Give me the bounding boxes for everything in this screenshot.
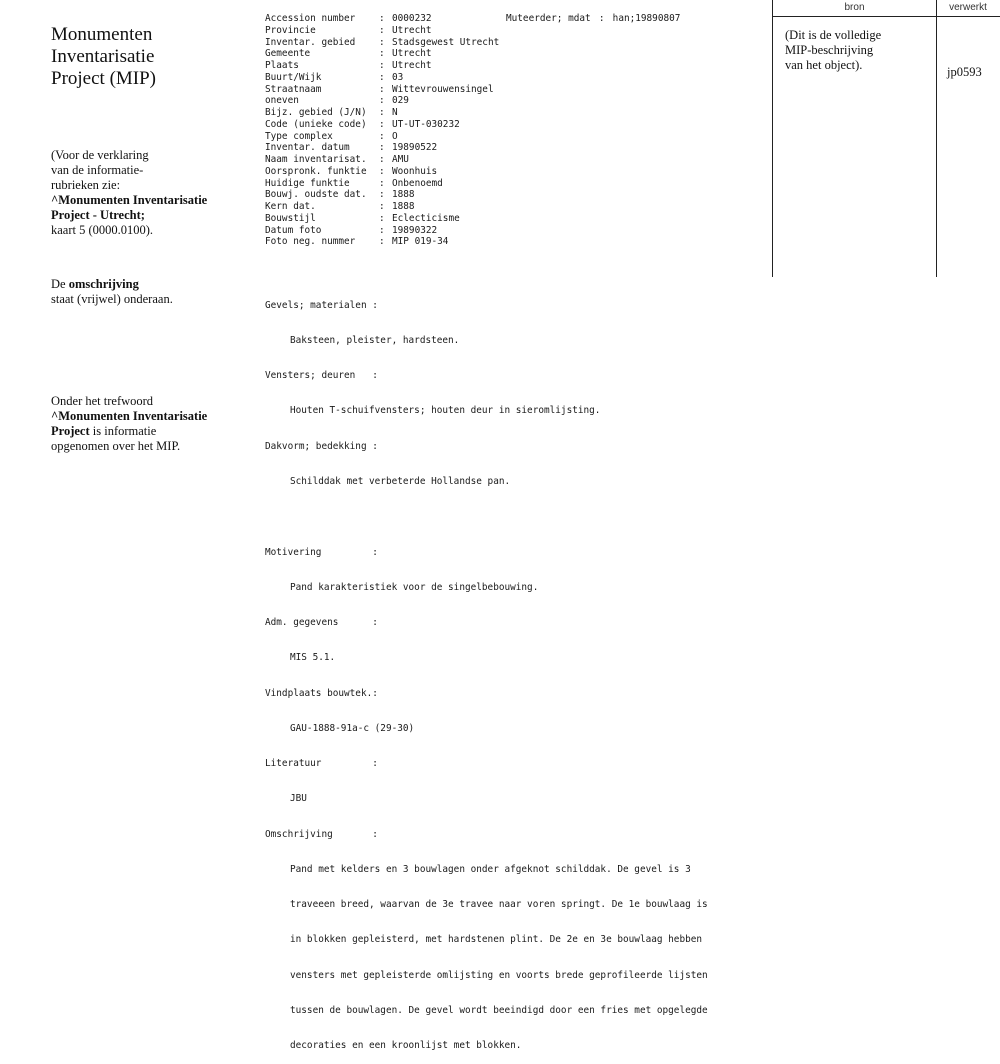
field-separator: : xyxy=(379,48,385,60)
field-value: 1888 xyxy=(392,201,415,212)
note-line: opgenomen over het MIP. xyxy=(51,439,181,453)
field-value: Utrecht xyxy=(392,60,432,71)
field-separator: : xyxy=(379,118,385,130)
field-separator: : xyxy=(379,236,385,248)
keyword-note xyxy=(51,394,207,454)
field-separator: : xyxy=(379,36,385,48)
field-label: Naam inventarisat. xyxy=(265,154,367,165)
field-separator: : xyxy=(379,224,385,236)
section-label: Literatuur : xyxy=(265,758,378,769)
description-line: decoraties en een kroonlijst met blokken. xyxy=(290,1040,522,1051)
record-fields xyxy=(265,13,499,248)
section-label: Motivering : xyxy=(265,546,378,558)
field-value: Woonhuis xyxy=(392,165,438,177)
field-separator: : xyxy=(379,154,385,165)
record-field-row xyxy=(265,131,499,143)
column-divider xyxy=(936,0,937,277)
field-value: han;19890807 xyxy=(612,13,681,24)
section-label: Vensters; deuren : xyxy=(265,370,378,381)
field-label: Muteerder; mdat xyxy=(506,13,591,24)
section-label: Vindplaats bouwtek.: xyxy=(265,687,378,699)
field-separator: : xyxy=(379,95,385,107)
record-sections xyxy=(265,276,708,1064)
record-field-row xyxy=(265,178,499,190)
record-field-row xyxy=(265,189,499,201)
muteerder-field xyxy=(506,13,680,25)
description-line: Pand met kelders en 3 bouwlagen onder afgeknot schilddak. De gevel is 3 xyxy=(290,863,691,875)
record-field-row xyxy=(265,13,499,25)
field-separator: : xyxy=(379,60,385,71)
section-value: JBU xyxy=(290,793,307,805)
record-field-row xyxy=(265,142,499,154)
description-line: traveeen breed, waarvan de 3e travee naar voren springt. De 1e bouwlaag is xyxy=(290,899,708,910)
field-value: 1888 xyxy=(392,189,415,201)
field-value: Onbenoemd xyxy=(392,177,443,189)
reference-keyword: Project - Utrecht; xyxy=(51,208,145,222)
field-value: Stadsgewest Utrecht xyxy=(392,36,500,48)
section-label: Dakvorm; bedekking : xyxy=(265,440,378,452)
description-line: tussen de bouwlagen. De gevel wordt beeindigd door een fries met opgelegde xyxy=(290,1004,708,1016)
field-separator: : xyxy=(379,165,385,177)
processed-code: jp0593 xyxy=(947,65,982,79)
field-value: 0000232 xyxy=(392,13,432,24)
title-line: Project (MIP) xyxy=(51,68,157,89)
field-label: Bouwstijl xyxy=(265,212,316,224)
record-field-row xyxy=(265,213,499,225)
field-label: oneven xyxy=(265,95,299,107)
source-text xyxy=(785,28,935,73)
field-separator: : xyxy=(379,212,385,224)
field-label: Straatnaam xyxy=(265,83,322,95)
source-line: (Dit is de volledige xyxy=(785,28,882,42)
field-separator: : xyxy=(379,71,385,83)
field-label: Plaats xyxy=(265,60,299,71)
header-bron: bron xyxy=(844,2,865,13)
reference-keyword: ^Monumenten Inventarisatie xyxy=(51,193,208,207)
field-label: Bouwj. oudste dat. xyxy=(265,189,367,201)
field-label: Datum foto xyxy=(265,224,322,236)
field-value: 03 xyxy=(392,71,404,83)
field-label: Code (unieke code) xyxy=(265,118,367,130)
note-line: van de informatie- xyxy=(51,163,144,177)
field-label: Oorspronk. funktie xyxy=(265,165,367,177)
field-value: Utrecht xyxy=(392,24,432,36)
field-label: Buurt/Wijk xyxy=(265,71,322,83)
field-label: Bijz. gebied (J/N) xyxy=(265,107,367,118)
source-column xyxy=(772,0,1000,277)
field-label: Inventar. gebied xyxy=(265,36,356,48)
field-label: Gemeente xyxy=(265,48,311,60)
source-line: MIP-beschrijving xyxy=(785,43,874,57)
record-field-row xyxy=(265,166,499,178)
section-value: Baksteen, pleister, hardsteen. xyxy=(290,334,460,346)
field-label: Huidige funktie xyxy=(265,177,350,189)
note-line: kaart 5 (0000.0100). xyxy=(51,223,154,237)
page-title xyxy=(51,24,241,90)
field-separator: : xyxy=(379,142,385,154)
section-value: Houten T-schuifvensters; houten deur in sieromlijsting. xyxy=(290,405,601,417)
field-label: Accession number xyxy=(265,13,356,24)
field-value: Wittevrouwensingel xyxy=(392,83,494,95)
reference-keyword: Project xyxy=(51,424,90,438)
field-label: Inventar. datum xyxy=(265,142,350,154)
field-separator: : xyxy=(379,177,385,189)
note-line: (Voor de verklaring xyxy=(51,148,149,162)
left-column xyxy=(51,24,241,453)
note-line: staat (vrijwel) onderaan. xyxy=(51,292,173,306)
record-field-row xyxy=(265,107,499,119)
field-value: 19890322 xyxy=(392,224,438,236)
title-line: Inventarisatie xyxy=(51,46,155,67)
field-label: Type complex xyxy=(265,130,333,142)
note-bold: omschrijving xyxy=(68,277,139,291)
header-verwerkt: verwerkt xyxy=(949,2,987,13)
field-separator: : xyxy=(379,107,385,118)
section-value: Schilddak met verbeterde Hollandse pan. xyxy=(290,475,511,487)
note-line: Onder het trefwoord xyxy=(51,394,154,408)
field-label: Provincie xyxy=(265,24,316,36)
record-field-row xyxy=(265,84,499,96)
field-label: Foto neg. nummer xyxy=(265,236,356,248)
section-value: Pand karakteristiek voor de singelbebouwing. xyxy=(290,581,539,593)
record-field-row xyxy=(265,154,499,166)
field-value: 029 xyxy=(392,95,409,107)
field-separator: : xyxy=(379,83,385,95)
field-value: Utrecht xyxy=(392,48,432,60)
record-field-row xyxy=(265,25,499,37)
record-field-row xyxy=(265,225,499,237)
note-text: is informatie xyxy=(89,424,157,438)
field-separator: : xyxy=(379,201,385,212)
field-separator: : xyxy=(379,24,385,36)
explanation-note xyxy=(51,148,207,238)
description-line: vensters met gepleisterde omlijsting en voorts brede geprofileerde lijsten xyxy=(290,969,708,981)
record-field-row xyxy=(265,60,499,72)
record-field-row xyxy=(265,48,499,60)
record-field-row xyxy=(265,201,499,213)
record-field-row xyxy=(265,119,499,131)
field-separator: : xyxy=(379,189,385,201)
field-value: AMU xyxy=(392,154,409,165)
field-separator: : xyxy=(379,130,385,142)
description-note xyxy=(51,277,173,307)
title-line: Monumenten xyxy=(51,24,153,45)
record-field-row xyxy=(265,236,499,248)
field-value: N xyxy=(392,107,398,118)
field-separator: : xyxy=(598,13,605,24)
description-line: in blokken gepleisterd, met hardstenen plint. De 2e en 3e bouwlaag hebben xyxy=(290,934,703,946)
field-value: O xyxy=(392,130,398,142)
section-label: Omschrijving : xyxy=(265,828,378,840)
section-value: MIS 5.1. xyxy=(290,652,336,664)
note-line: rubrieken zie: xyxy=(51,178,121,192)
note-text: De xyxy=(51,277,69,291)
field-value: UT-UT-030232 xyxy=(392,118,460,130)
field-value: MIP 019-34 xyxy=(392,236,449,248)
field-value: Eclecticisme xyxy=(392,212,460,224)
source-header xyxy=(773,0,1000,17)
section-value: GAU-1888-91a-c (29-30) xyxy=(290,722,415,734)
source-line: van het object). xyxy=(785,58,863,72)
section-label: Adm. gegevens : xyxy=(265,617,378,628)
section-label: Gevels; materialen : xyxy=(265,299,378,311)
field-separator: : xyxy=(379,13,385,24)
reference-keyword: ^Monumenten Inventarisatie xyxy=(51,409,208,423)
record-field-row xyxy=(265,72,499,84)
field-value: 19890522 xyxy=(392,142,438,154)
field-label: Kern dat. xyxy=(265,201,316,212)
record-field-row xyxy=(265,95,499,107)
record-field-row xyxy=(265,37,499,49)
